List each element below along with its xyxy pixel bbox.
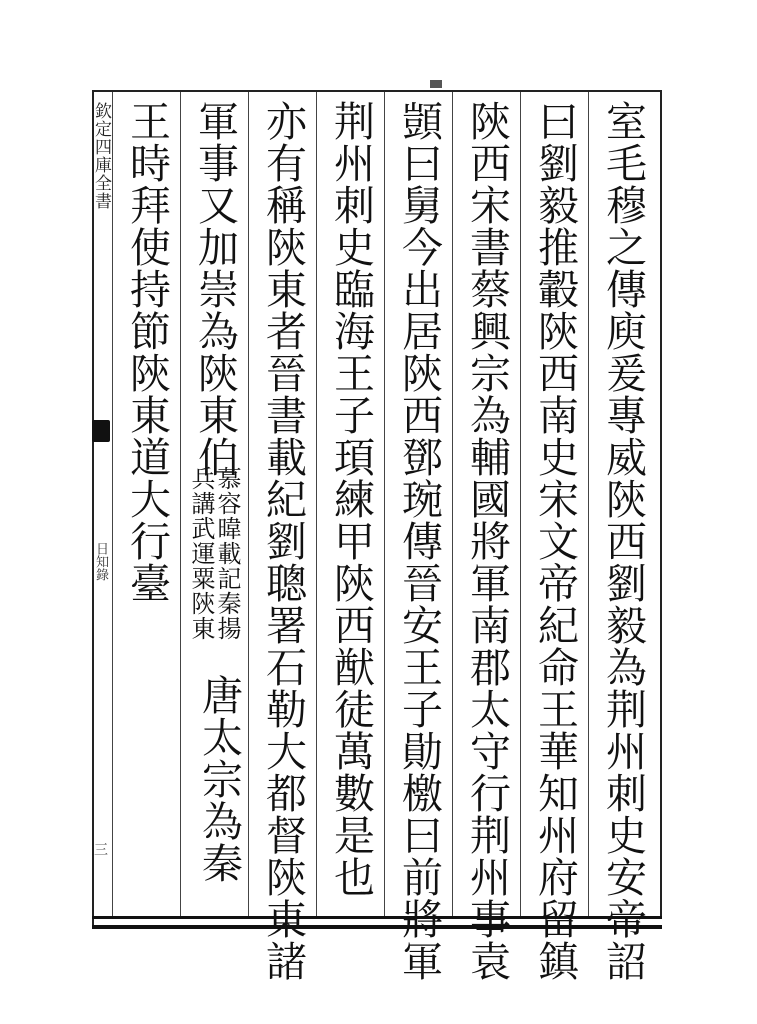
column-separator bbox=[520, 92, 521, 916]
column-separator bbox=[112, 92, 113, 916]
main-text-top: 軍事又加崇為陝東伯 bbox=[191, 100, 239, 478]
text-column-8: 王時拜使持節陝東道大行臺 bbox=[123, 100, 171, 604]
text-column-7 bbox=[187, 100, 243, 910]
top-mark bbox=[430, 80, 442, 88]
text-column-3: 陝西宋書蔡興宗為輔國將軍南郡太守行荆州事袁 bbox=[463, 100, 511, 982]
annotation-right: 慕容暐載記秦揚 bbox=[213, 466, 241, 641]
main-text-bottom: 唐太宗為秦 bbox=[195, 674, 243, 884]
page-margin bbox=[92, 92, 110, 916]
text-column-2: 曰劉毅推轂陝西南史宋文帝紀命王華知州府留鎮 bbox=[531, 100, 579, 982]
column-separator bbox=[316, 92, 317, 916]
text-column-1: 室毛穆之傳庾爰專威陝西劉毅為荆州刺史安帝詔 bbox=[599, 100, 647, 982]
column-separator bbox=[452, 92, 453, 916]
right-border bbox=[660, 90, 662, 918]
top-border bbox=[92, 90, 662, 92]
column-separator bbox=[588, 92, 589, 916]
text-column-6: 亦有稱陝東者晉書載紀劉聰署石勒大都督陝東諸 bbox=[259, 100, 307, 982]
book-title: 日知錄 bbox=[93, 542, 108, 581]
fishtail-mark bbox=[92, 420, 110, 442]
text-column-4: 顗曰舅今出居陝西鄧琬傳晉安王子勛檄曰前將軍 bbox=[395, 100, 443, 982]
column-separator bbox=[180, 92, 181, 916]
page-number: 三 bbox=[92, 842, 108, 856]
column-separator bbox=[248, 92, 249, 916]
text-column-5: 荆州刺史臨海王子頊練甲陝西猷徒萬數是也 bbox=[327, 100, 375, 898]
annotation-left: 兵講武運粟陝東 bbox=[187, 466, 215, 641]
column-separator bbox=[384, 92, 385, 916]
collection-title: 欽定四庫全書 bbox=[91, 102, 111, 210]
